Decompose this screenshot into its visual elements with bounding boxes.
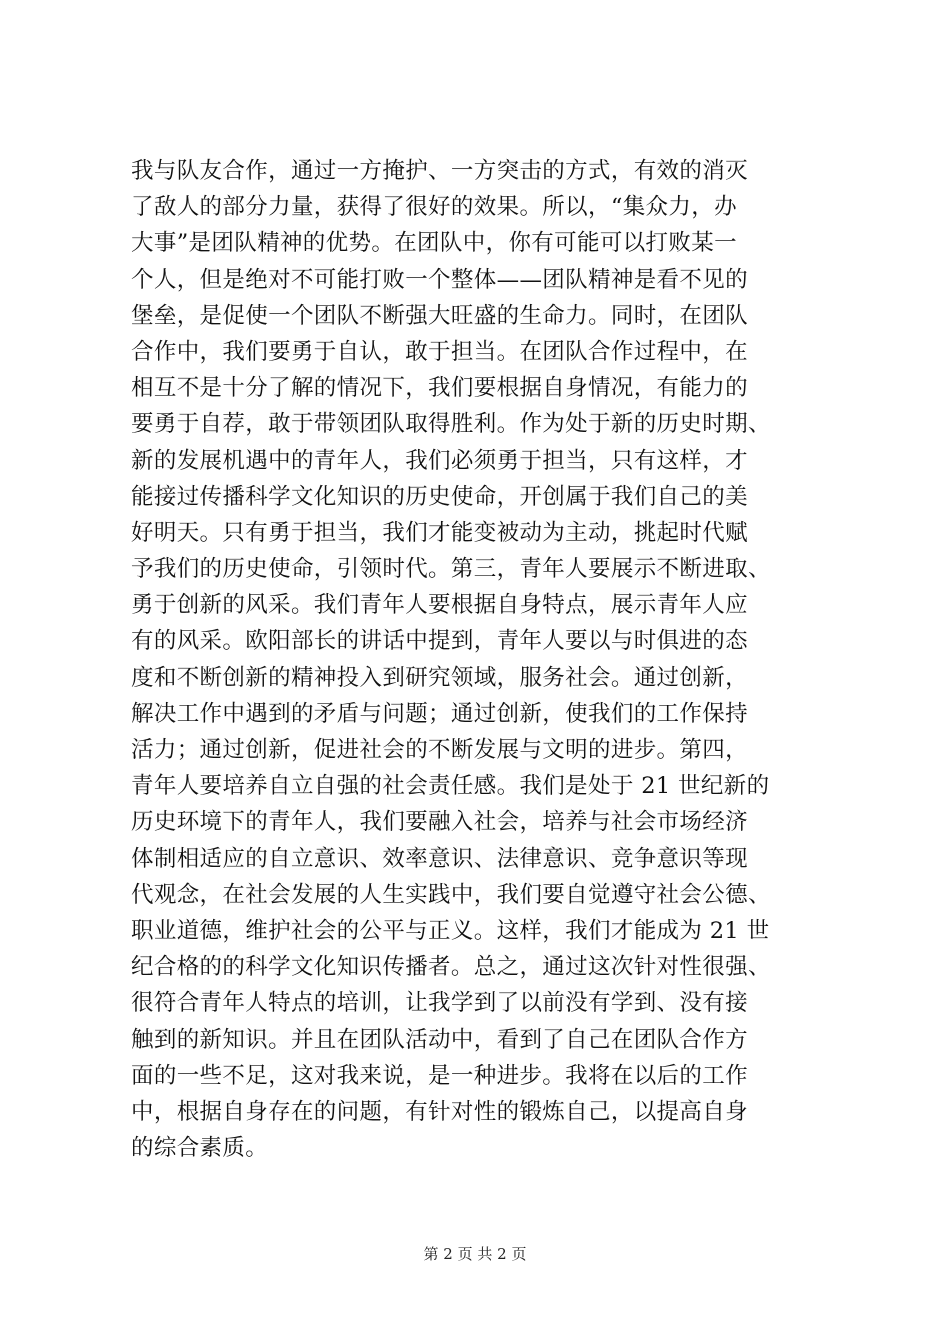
text-line: 青年人要培养自立自强的社会责任感。我们是处于 21 世纪新的 [131,773,770,800]
text-line: 度和不断创新的精神投入到研究领域，服务社会。通过创新， [131,664,748,691]
text-line: 要勇于自荐，敢于带领团队取得胜利。作为处于新的历史时期、 [131,411,771,438]
text-line: 新的发展机遇中的青年人，我们必须勇于担当，只有这样，才 [131,447,748,474]
text-line: 我与队友合作，通过一方掩护、一方突击的方式，有效的消灭 [131,158,748,184]
text-line: 相互不是十分了解的情况下，我们要根据自身情况，有能力的 [131,375,748,402]
text-line: 面的一些不足，这对我来说，是一种进步。我将在以后的工作 [131,1062,748,1089]
text-line: 触到的新知识。并且在团队活动中，看到了自己在团队合作方 [131,1026,748,1053]
text-line: 解决工作中遇到的矛盾与问题；通过创新，使我们的工作保持 [131,700,748,727]
text-line: 了敌人的部分力量，获得了很好的效果。所以，“集众力，办 [131,194,737,221]
text-line: 历史环境下的青年人，我们要融入社会，培养与社会市场经济 [131,809,748,836]
text-line: 很符合青年人特点的培训，让我学到了以前没有学到、没有接 [131,990,748,1017]
text-line: 大事”是团队精神的优势。在团队中，你有可能可以打败某一 [131,230,737,257]
text-line: 职业道德，维护社会的公平与正义。这样，我们才能成为 21 世 [131,917,770,944]
text-line: 合作中，我们要勇于自认，敢于担当。在团队合作过程中，在 [131,338,748,365]
text-line: 个人，但是绝对不可能打败一个整体——团队精神是看不见的 [131,266,748,293]
text-line: 有的风采。欧阳部长的讲话中提到，青年人要以与时俱进的态 [131,628,748,655]
text-line: 代观念，在社会发展的人生实践中，我们要自觉遵守社会公德、 [131,881,771,908]
text-line: 能接过传播科学文化知识的历史使命，开创属于我们自己的美 [131,483,748,510]
text-line: 的综合素质。 [131,1135,269,1162]
text-line: 堡垒，是促使一个团队不断强大旺盛的生命力。同时，在团队 [131,302,748,329]
text-line: 活力；通过创新，促进社会的不断发展与文明的进步。第四， [131,737,748,763]
text-line: 纪合格的的科学文化知识传播者。总之，通过这次针对性很强、 [131,954,771,981]
text-line: 中，根据自身存在的问题，有针对性的锻炼自己，以提高自身 [131,1098,748,1125]
page-number-footer: 第 2 页 共 2 页 [423,1245,527,1263]
body-paragraph [131,153,831,1166]
text-line: 好明天。只有勇于担当，我们才能变被动为主动，挑起时代赋 [131,519,748,546]
text-line: 体制相适应的自立意识、效率意识、法律意识、竞争意识等现 [131,845,748,872]
text-line: 予我们的历史使命，引领时代。第三，青年人要展示不断进取、 [131,556,771,583]
text-line: 勇于创新的风采。我们青年人要根据自身特点，展示青年人应 [131,592,748,619]
